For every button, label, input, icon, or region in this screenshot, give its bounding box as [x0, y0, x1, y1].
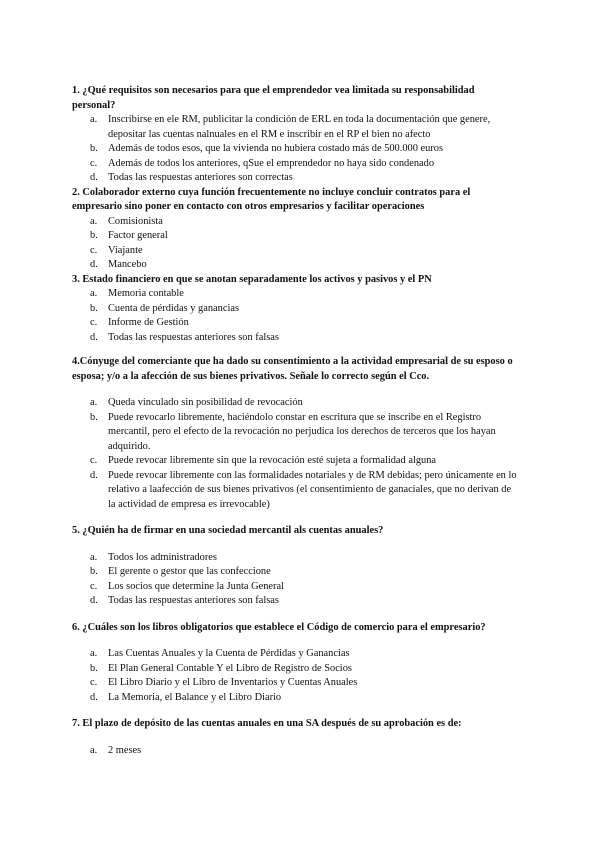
options-list-3 — [72, 287, 520, 345]
question-text: ¿Quién ha de firmar en una sociedad mercantil als cuentas anuales? — [82, 525, 384, 536]
spacer — [72, 609, 520, 621]
option-item: b. El gerente o gestor que las confeccione — [90, 566, 271, 577]
question-number: 3. — [72, 273, 80, 285]
question-4 — [72, 355, 520, 384]
option-item: a. Las Cuentas Anuales y la Cuenta de Pérdidas y Ganancias — [90, 648, 350, 659]
option-item: b. Además de todos esos, que la vivienda no hubiera costado más de 500.000 euros — [90, 143, 444, 154]
option-item: d. Todas las respuestas anteriores son falsas — [90, 595, 279, 606]
option-item: b. Factor general — [90, 230, 168, 241]
option-item: c. Informe de Gestión — [90, 317, 189, 328]
question-text: Estado financiero en que se anotan separadamente los activos y pasivos y el PN — [82, 273, 432, 285]
options-list-1 — [72, 113, 520, 186]
question-text: ¿Qué requisitos son necesarios para que el emprendedor vea limitada su responsabilidad personal? — [72, 85, 475, 111]
question-5 — [72, 524, 520, 539]
option-item: a. Memoria contable — [90, 288, 184, 299]
option-item: a. Inscribirse en ele RM, publicitar la condición de ERL en toda la documentación que genere, depositar las cuentas nalnuales en el RM e inscribir en el RP el bien no afecto — [90, 114, 491, 140]
question-1 — [72, 84, 520, 113]
spacer — [72, 705, 520, 717]
option-item: a. Queda vinculado sin posibilidad de revocación — [90, 397, 303, 408]
question-6 — [72, 621, 520, 636]
spacer — [72, 384, 520, 396]
question-text: Cónyuge del comerciante que ha dado su consentimiento a la actividad empresarial de su esposo o esposa; y/o a la afección de sus bienes privativos. Señale lo correcto según el Cco. — [72, 356, 513, 382]
option-item: c. Los socios que determine la Junta General — [90, 580, 285, 592]
option-item: d. Puede revocar libremente con las formalidades notariales y de RM debidas; pero únicamente en lo relativo a laafección de sus bienes privativos (el consentimiento de ganaciales, que no derivan de la actividad de empresa es irrevocable) — [90, 469, 517, 510]
question-number: 6. — [72, 621, 80, 633]
question-3 — [72, 273, 520, 288]
question-number: 2. — [72, 186, 80, 198]
question-2 — [72, 186, 520, 215]
question-number: 5. — [72, 525, 80, 536]
spacer — [72, 512, 520, 524]
options-list-7 — [72, 744, 520, 759]
spacer — [72, 635, 520, 647]
option-item: d. Mancebo — [90, 259, 147, 270]
question-text: El plazo de depósito de las cuentas anuales en una SA después de su aprobación es de: — [82, 718, 462, 729]
question-number: 7. — [72, 718, 80, 729]
question-number: 1. — [72, 85, 80, 96]
spacer — [72, 732, 520, 744]
question-number: 4. — [72, 356, 80, 367]
option-item: a. Todos los administradores — [90, 551, 217, 563]
option-item: c. Además de todos los anteriores, qSue el emprendedor no haya sido condenado — [90, 157, 435, 169]
option-item: d. Todas las respuestas anteriores son falsas — [90, 331, 279, 343]
options-list-2 — [72, 215, 520, 273]
option-item: c. El Libro Diario y el Libro de Inventarios y Cuentas Anuales — [90, 677, 358, 688]
option-item: a. 2 meses — [90, 744, 142, 756]
option-item: a. Comisionista — [90, 215, 163, 227]
spacer — [72, 539, 520, 551]
option-item: c. Puede revocar libremente sin que la revocación esté sujeta a formalidad alguna — [90, 455, 437, 466]
option-item: c. Viajante — [90, 244, 143, 256]
option-item: d. La Memoria, el Balance y el Libro Diario — [90, 691, 282, 703]
question-text: ¿Cuáles son los libros obligatorios que establece el Código de comercio para el empresario? — [82, 621, 486, 633]
options-list-5 — [72, 551, 520, 609]
question-text: Colaborador externo cuya función frecuentemente no incluye concluir contratos para el empresario sino poner en contacto con otros empresarios y facilitar operaciones — [72, 186, 471, 212]
option-item: b. El Plan General Contable Y el Libro de Registro de Socios — [90, 662, 352, 674]
option-item: d. Todas las respuestas anteriores son correctas — [90, 172, 293, 183]
options-list-4 — [72, 396, 520, 512]
options-list-6 — [72, 647, 520, 705]
option-item: b. Cuenta de pérdidas y ganancias — [90, 302, 239, 314]
question-7 — [72, 717, 520, 732]
spacer — [72, 345, 520, 355]
option-item: b. Puede revocarlo libremente, haciéndolo constar en escritura que se inscribe en el Registro mercantil, pero el efecto de la revocación no perjudica los derechos de terceros que los hayan adquirido. — [90, 411, 496, 452]
